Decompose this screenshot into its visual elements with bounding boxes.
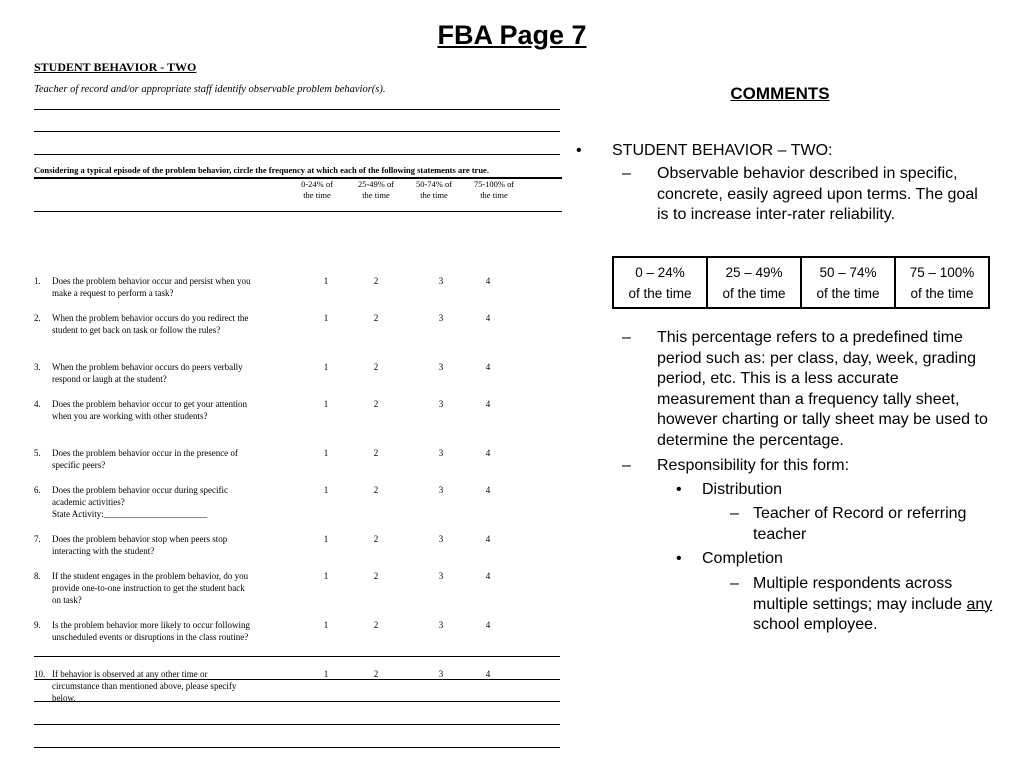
rating-option[interactable]: 4 [485,571,491,581]
percentage-cell: 25 – 49% of the time [707,257,801,308]
rating-option[interactable]: 2 [373,313,379,323]
rating-option[interactable]: 3 [438,313,444,323]
answer-line[interactable] [34,109,560,110]
rating-option[interactable]: 1 [323,313,329,323]
answer-line[interactable] [34,724,560,725]
page-title: FBA Page 7 [437,20,587,50]
rating-option[interactable]: 3 [438,448,444,458]
rating-option[interactable]: 4 [485,485,491,495]
percentage-cell: 0 – 24% of the time [613,257,707,308]
rating-option[interactable]: 3 [438,485,444,495]
dash-marker: – [622,457,631,474]
question-text: If behavior is observed at any other time or circumstance than mentioned above, please specify below. [52,669,237,703]
comment-observable: Observable behavior described in specific, concrete, easily agreed upon terms. The goal is to increase inter-rater reliability. [657,165,978,223]
comments-title: COMMENTS [730,84,830,103]
rating-option[interactable]: 1 [323,571,329,581]
bullet-dot: • [676,481,682,498]
rating-option[interactable]: 1 [323,448,329,458]
question-text: Does the problem behavior stop when peers stop interacting with the student? [52,534,228,556]
rating-option[interactable]: 3 [438,276,444,286]
question-number: 6. [34,485,41,495]
question-text: Does the problem behavior occur in the presence of specific peers? [52,448,238,470]
column-header-75-100: 75-100% of the time [473,179,515,200]
rating-option[interactable]: 1 [323,669,329,679]
question-number: 7. [34,534,41,544]
question-number: 4. [34,399,41,409]
rating-option[interactable]: 4 [485,276,491,286]
divider [34,211,562,212]
answer-line[interactable] [34,747,560,748]
question-text: Does the problem behavior occur to get your attention when you are working with other students? [52,399,247,421]
dash-marker: – [622,329,631,346]
comment-bullet-main: STUDENT BEHAVIOR – TWO: [612,142,833,159]
rating-option[interactable]: 3 [438,669,444,679]
answer-line[interactable] [34,131,560,132]
form-instruction: Teacher of record and/or appropriate staff identify observable problem behavior(s). [34,84,386,95]
rating-option[interactable]: 1 [323,534,329,544]
question-number: 2. [34,313,41,323]
state-activity-field[interactable]: State Activity:_______________________ [52,509,208,519]
rating-option[interactable]: 2 [373,620,379,630]
question-number: 1. [34,276,41,286]
answer-line[interactable] [34,154,560,155]
rating-option[interactable]: 2 [373,571,379,581]
rating-option[interactable]: 2 [373,485,379,495]
rating-option[interactable]: 1 [323,620,329,630]
rating-option[interactable]: 4 [485,620,491,630]
bullet-dot: • [576,142,582,159]
question-text: Is the problem behavior more likely to occur following unscheduled events or disruptions in the class routine? [52,620,250,642]
frequency-instruction: Considering a typical episode of the problem behavior, circle the frequency at which each of the following statements are true. [34,165,489,175]
percentage-cell: 50 – 74% of the time [801,257,895,308]
rating-option[interactable]: 3 [438,534,444,544]
rating-option[interactable]: 4 [485,669,491,679]
column-header-0-24: 0-24% of the time [301,179,333,200]
question-text: Does the problem behavior occur and persist when you make a request to perform a task? [52,276,251,298]
rating-option[interactable]: 1 [323,276,329,286]
rating-option[interactable]: 3 [438,362,444,372]
rating-option[interactable]: 2 [373,399,379,409]
rating-option[interactable]: 4 [485,399,491,409]
rating-option[interactable]: 1 [323,399,329,409]
question-number: 3. [34,362,41,372]
answer-line[interactable] [34,701,560,702]
rating-option[interactable]: 2 [373,276,379,286]
question-text: When the problem behavior occurs do you redirect the student to get back on task or follow the rules? [52,313,249,335]
answer-line[interactable] [34,679,560,680]
rating-option[interactable]: 3 [438,620,444,630]
answer-line[interactable] [34,656,560,657]
rating-option[interactable]: 4 [485,534,491,544]
behavior-form [34,60,562,703]
question-number: 10. [34,669,46,679]
column-header-50-74: 50-74% of the time [415,179,453,200]
dash-marker: – [622,165,631,182]
percentage-cell: 75 – 100% of the time [895,257,989,308]
question-number: 8. [34,571,41,581]
emphasis-any: any [966,595,993,613]
comment-distribution: Distribution [702,481,783,498]
rating-option[interactable]: 4 [485,448,491,458]
rating-option[interactable]: 4 [485,313,491,323]
rating-option[interactable]: 1 [323,485,329,495]
question-text: Does the problem behavior occur during specific academic activities? State Activity:_______________________ [52,484,252,520]
rating-option[interactable]: 4 [485,362,491,372]
question-number: 9. [34,620,41,630]
rating-option[interactable]: 3 [438,571,444,581]
comment-distribution-detail: Teacher of Record or referring teacher [753,505,967,543]
column-header-25-49: 25-49% of the time [357,179,395,200]
question-text: When the problem behavior occurs do peers verbally respond or laugh at the student? [52,362,243,384]
comment-responsibility: Responsibility for this form: [657,457,850,474]
question-text: If the student engages in the problem behavior, do you provide one-to-one instruction to get the student back on task? [52,571,249,605]
form-section-heading: STUDENT BEHAVIOR - TWO [34,60,197,74]
comment-completion-detail: Multiple respondents across multiple settings; may include any school employee. [753,575,993,633]
rating-option[interactable]: 2 [373,534,379,544]
question-number: 5. [34,448,41,458]
bullet-dot: • [676,550,682,567]
rating-option[interactable]: 1 [323,362,329,372]
percentage-table [612,256,990,309]
comment-completion: Completion [702,550,783,567]
comment-percentage: This percentage refers to a predefined time period such as: per class, day, week, grading period, etc. This is a less accurate measurement than a frequency tally sheet, however charting or tally sheet may be used to determine the percentage. [657,329,988,449]
rating-option[interactable]: 2 [373,448,379,458]
rating-option[interactable]: 2 [373,362,379,372]
rating-option[interactable]: 3 [438,399,444,409]
dash-marker: – [730,575,739,592]
dash-marker: – [730,505,739,522]
rating-option[interactable]: 2 [373,669,379,679]
